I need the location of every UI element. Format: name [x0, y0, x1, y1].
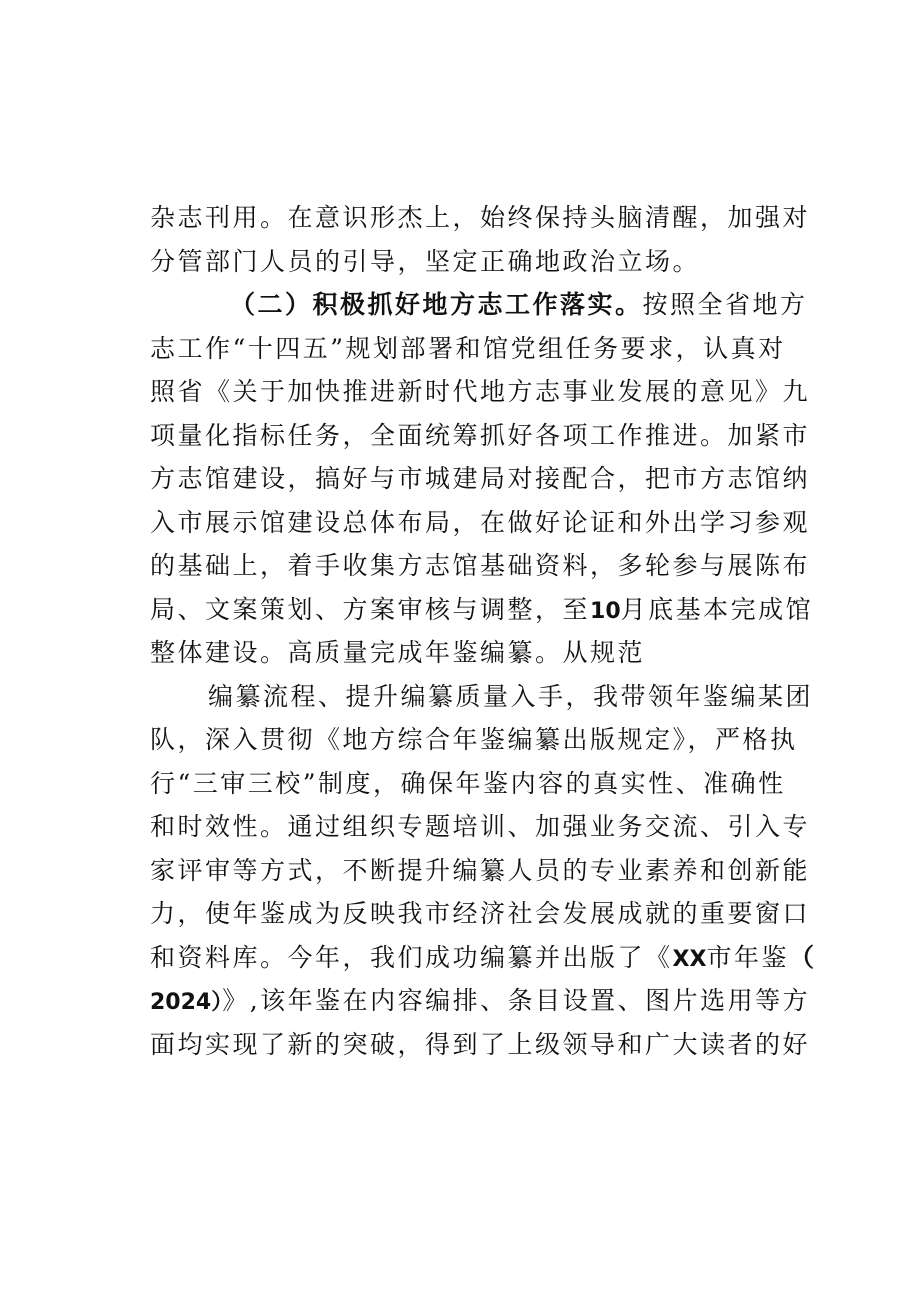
text-line-10: [150, 588, 814, 632]
text-segment: 和资料库。今年，我们成功编纂并出版了《: [150, 942, 673, 972]
text-line-1: 杂志刊用。在意识形杰上，始终保持头脑清醒，加强对: [150, 203, 811, 232]
text-segment: 局、文案策划、方案审核与调整，至: [150, 594, 591, 624]
text-line-5: 照省《关于加快推进新时代地方志事业发展的意见》九: [150, 377, 811, 406]
text-line-17: 力，使年鉴成为反映我市经济社会发展成就的重要窗口: [150, 899, 811, 928]
text-line-11: 整体建设。高质量完成年鉴编纂。从规范: [150, 638, 646, 667]
yearbook-name-latin: XX: [672, 946, 707, 972]
text-line-13: 队，深入贯彻《地方综合年鉴编纂出版规定》，严格执: [150, 725, 798, 754]
month-number: 10: [590, 598, 621, 624]
text-line-6: 项量化指标任务，全面统筹抓好各项工作推进。加紧市: [150, 420, 811, 450]
text-line-20: 面均实现了新的突破，得到了上级领导和广大读者的好: [150, 1029, 811, 1059]
open-parenthesis: （: [788, 942, 817, 972]
text-line-19: [150, 979, 811, 1023]
text-segment: 》,该年鉴在内容编排、条目设置、图片选用等方: [222, 986, 811, 1015]
paragraph-start-line: 编纂流程、提升编纂质量入手，我带领年鉴编某团: [208, 681, 814, 711]
text-segment: 月底基本完成馆: [620, 594, 814, 624]
text-line-9: 的基础上，着手收集方志馆基础资料，多轮参与展陈布: [150, 551, 811, 580]
text-line-14: 行“三审三校”制度，确保年鉴内容的真实性、准确性: [150, 768, 786, 798]
text-line-15: 和时效性。通过组织专题培训、加强业务交流、引入专: [150, 812, 811, 841]
text-line-2: 分管部门人员的引导，坚定正确地政治立场。: [150, 246, 701, 276]
text-line-7: 方志馆建设，搞好与市城建局对接配合，把市方志馆纳: [150, 464, 811, 493]
text-line-18: [150, 936, 817, 980]
section-heading-continuation: 按照全省地方: [642, 290, 808, 319]
section-heading: （二）积极抓好地方志工作落实。: [230, 290, 643, 319]
text-segment: 市年鉴: [706, 942, 789, 972]
text-line-8: 入市展示馆建设总体布局，在做好论证和外出学习参观: [150, 507, 811, 537]
text-line-4: 志工作“十四五”规划部署和馆党组任务要求，认真对: [150, 333, 786, 363]
document-page: [150, 196, 817, 1066]
yearbook-year: 2024）: [150, 990, 223, 1015]
section-heading-line: [150, 283, 808, 327]
text-line-16: 家评审等方式，不断提升编纂人员的专业素养和创新能: [150, 855, 811, 885]
